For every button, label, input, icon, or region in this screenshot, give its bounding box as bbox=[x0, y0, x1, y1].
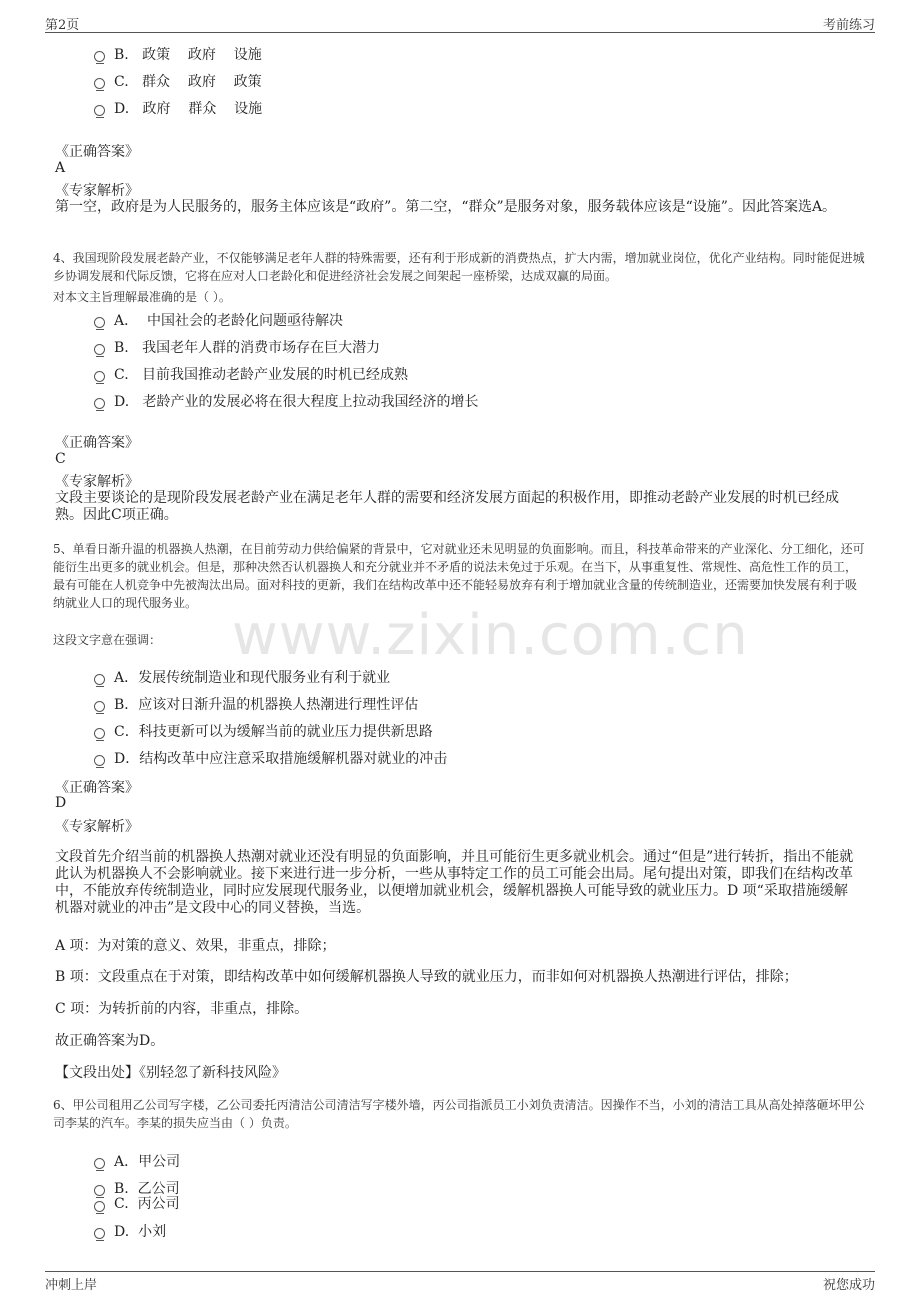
page-header bbox=[45, 14, 875, 33]
radio-q4-a[interactable] bbox=[94, 317, 105, 328]
source-q5: 【文段出处】《别轻忽了新科技风险》 bbox=[55, 1065, 286, 1081]
analysis-q4: 文段主要谈论的是现阶段发展老龄产业在满足老年人群的需要和经济发展方面起的积极作用，即推动老龄产业发展的时机已经成熟。因此C项正确。 bbox=[55, 490, 839, 523]
watermark: www.zixin.com.cn bbox=[232, 603, 749, 668]
radio-q3-c[interactable] bbox=[94, 78, 105, 89]
radio-q4-c[interactable] bbox=[94, 371, 105, 382]
page-number: 第2页 bbox=[45, 18, 80, 33]
radio-q3-b[interactable] bbox=[94, 51, 105, 62]
option-q5-a[interactable]: A．发展传统制造业和现代服务业有利于就业 bbox=[114, 670, 391, 686]
header-title: 考前练习 bbox=[822, 18, 875, 33]
question-prompt-q4: 对本文主旨理解最准确的是（ ）。 bbox=[53, 290, 231, 304]
question-prompt-q5: 这段文字意在强调： bbox=[53, 633, 162, 647]
option-q6-d[interactable]: D. 小刘 bbox=[114, 1224, 167, 1240]
option-q4-b[interactable]: B. 我国老年人群的消费市场存在巨大潜力 bbox=[114, 340, 381, 356]
radio-q4-b[interactable] bbox=[94, 344, 105, 355]
option-q3-c[interactable]: C. 群众 政府 政策 bbox=[114, 74, 262, 90]
answer-label-q3: 《正确答案》 bbox=[55, 144, 139, 160]
answer-q5: D bbox=[55, 795, 67, 811]
question-stem-q6: 6、甲公司租用乙公司写字楼，乙公司委托丙清洁公司清洁写字楼外墙，丙公司指派员工小刘负责清洁。因操作不当，小刘的清洁工具从高处掉落砸坏甲公司李某的汽车。李某的损失应当由（ ）负责。 bbox=[53, 1098, 865, 1130]
radio-q5-c[interactable] bbox=[94, 728, 105, 739]
note-q5-c: C 项：为转折前的内容，非重点，排除。 bbox=[55, 1001, 309, 1017]
note-q5-b: B 项：文段重点在于对策，即结构改革中如何缓解机器换人导致的就业压力，而非如何对机器换人热潮进行评估，排除； bbox=[55, 969, 798, 985]
page-footer bbox=[45, 1271, 875, 1293]
option-q6-a[interactable]: A．甲公司 bbox=[114, 1154, 181, 1170]
option-q5-d[interactable]: D．结构改革中应注意采取措施缓解机器对就业的冲击 bbox=[114, 751, 448, 767]
option-q4-d[interactable]: D. 老龄产业的发展必将在很大程度上拉动我国经济的增长 bbox=[114, 394, 479, 410]
conclusion-q5: 故正确答案为D。 bbox=[55, 1033, 165, 1049]
radio-q5-b[interactable] bbox=[94, 701, 105, 712]
analysis-label-q4: 《专家解析》 bbox=[55, 474, 139, 490]
radio-q6-d[interactable] bbox=[94, 1228, 105, 1239]
question-stem-q5: 5、单看日渐升温的机器换人热潮，在目前劳动力供给偏紧的背景中，它对就业还未见明显的负面影响。而且，科技革命带来的产业深化、分工细化，还可能衍生出更多的就业机会。但是，那种决然否认机器换人和充分就业并不矛盾的说法未免过于乐观。在当下，从事重复性、常规性、高危性工作的员工，最有可能在人机竞争中先被淘汰出局。面对科技的更新，我们在结构改革中还不能轻易放弃有利于增加就业含量的传统制造业，还需要加快发展有利于吸纳就业人口的现代服务业。 bbox=[53, 542, 865, 610]
radio-q4-d[interactable] bbox=[94, 398, 105, 409]
radio-q5-a[interactable] bbox=[94, 674, 105, 685]
analysis-label-q3: 《专家解析》 bbox=[55, 183, 139, 199]
option-q3-b[interactable]: B. 政策 政府 设施 bbox=[114, 47, 262, 63]
analysis-q3: 第一空，政府是为人民服务的，服务主体应该是“政府”。第二空，“群众”是服务对象，服务载体应该是“设施”。因此答案选A。 bbox=[55, 199, 837, 215]
note-q5-a: A 项：为对策的意义、效果，非重点，排除； bbox=[55, 938, 336, 954]
answer-label-q4: 《正确答案》 bbox=[55, 435, 139, 451]
analysis-q5: 文段首先介绍当前的机器换人热潮对就业还没有明显的负面影响，并且可能衍生更多就业机会。通过“但是”进行转折，指出不能就此认为机器换人不会影响就业。接下来进行进一步分析，一些从事特定工作的员工可能会出局。尾句提出对策，即我们在结构改革中，不能放弃传统制造业，同时应发展现代服务业，以便增加就业机会，缓解机器换人可能导致的就业压力。D 项“采取措施缓解机器对就业的冲击”是文段中心的同义替换，当选。 bbox=[55, 849, 854, 916]
radio-q3-d[interactable] bbox=[94, 105, 105, 116]
question-stem-q4: 4、我国现阶段发展老龄产业，不仅能够满足老年人群的特殊需要，还有利于形成新的消费热点，扩大内需，增加就业岗位，优化产业结构。同时能促进城乡协调发展和代际反馈，它将在应对人口老龄化和促进经济社会发展之间架起一座桥梁，达成双赢的局面。 bbox=[53, 251, 865, 283]
option-q5-c[interactable]: C．科技更新可以为缓解当前的就业压力提供新思路 bbox=[114, 724, 433, 740]
analysis-label-q5: 《专家解析》 bbox=[55, 819, 139, 835]
radio-q6-b[interactable] bbox=[94, 1185, 105, 1196]
radio-q6-a[interactable] bbox=[94, 1158, 105, 1169]
option-q4-c[interactable]: C. 目前我国推动老龄产业发展的时机已经成熟 bbox=[114, 367, 409, 383]
option-q6-c[interactable]: C. 丙公司 bbox=[114, 1196, 180, 1212]
radio-q5-d[interactable] bbox=[94, 755, 105, 766]
option-q3-d[interactable]: D. 政府 群众 设施 bbox=[114, 101, 263, 117]
footer-left-text: 冲刺上岸 bbox=[45, 1278, 98, 1293]
option-q5-b[interactable]: B．应该对日渐升温的机器换人热潮进行理性评估 bbox=[114, 697, 419, 713]
option-q4-a[interactable]: A． 中国社会的老龄化问题亟待解决 bbox=[114, 313, 344, 329]
answer-q4: C bbox=[55, 451, 66, 467]
answer-q3: A bbox=[55, 160, 66, 176]
answer-label-q5: 《正确答案》 bbox=[55, 780, 139, 796]
option-q6-b[interactable]: B. 乙公司 bbox=[114, 1181, 180, 1197]
radio-q6-c[interactable] bbox=[94, 1201, 105, 1212]
footer-right-text: 祝您成功 bbox=[822, 1278, 875, 1293]
